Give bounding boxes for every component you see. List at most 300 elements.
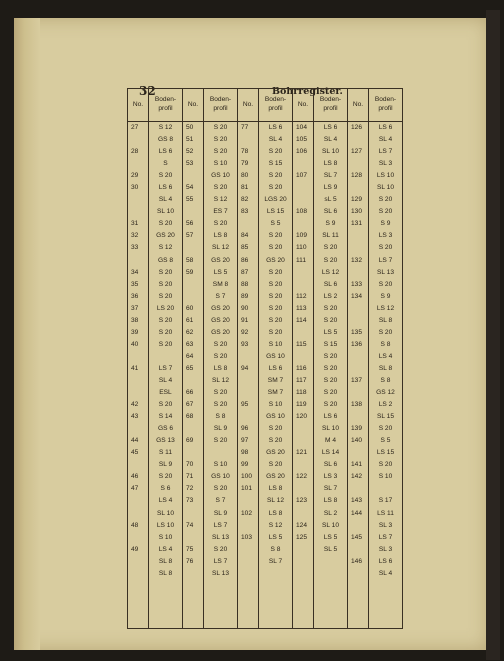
soil-profile: S 9 bbox=[380, 292, 391, 300]
soil-profile: LS 5 bbox=[268, 533, 283, 541]
soil-profile: GS 20 bbox=[156, 232, 175, 240]
borehole-number bbox=[293, 544, 313, 556]
soil-profile: S 9 bbox=[325, 220, 336, 228]
borehole-number bbox=[348, 363, 368, 375]
soil-profile: S 20 bbox=[323, 316, 338, 324]
borehole-number: 138 bbox=[351, 401, 363, 409]
borehole-number bbox=[348, 544, 368, 556]
borehole-number: 117 bbox=[296, 376, 307, 384]
soil-profile: SL 11 bbox=[322, 232, 339, 240]
borehole-number: 70 bbox=[186, 461, 194, 469]
soil-profile: SL 12 bbox=[267, 497, 284, 505]
borehole-number bbox=[293, 218, 313, 230]
borehole-number: 50 bbox=[186, 124, 194, 131]
borehole-number: 31 bbox=[131, 220, 139, 228]
borehole-number: 108 bbox=[296, 208, 308, 216]
soil-profile: S 20 bbox=[158, 340, 173, 348]
borehole-number: 139 bbox=[351, 425, 363, 433]
borehole-number: 79 bbox=[241, 160, 249, 168]
soil-profile: S 20 bbox=[378, 328, 393, 336]
borehole-number bbox=[128, 556, 148, 568]
borehole-number: 92 bbox=[241, 328, 249, 336]
borehole-number bbox=[293, 351, 313, 363]
borehole-number: 128 bbox=[351, 172, 363, 180]
profile-column bbox=[314, 122, 348, 629]
soil-profile: GS 10 bbox=[211, 473, 230, 481]
soil-profile: S bbox=[163, 160, 168, 168]
soil-profile: LS 7 bbox=[378, 148, 393, 156]
number-column bbox=[238, 122, 259, 629]
borehole-number: 144 bbox=[351, 509, 363, 517]
profile-column bbox=[204, 122, 238, 629]
borehole-number bbox=[128, 134, 148, 146]
borehole-number: 37 bbox=[131, 304, 139, 312]
soil-profile: SL 10 bbox=[322, 148, 339, 156]
soil-profile: S 20 bbox=[213, 485, 228, 493]
borehole-number: 32 bbox=[131, 232, 139, 240]
soil-profile: S 20 bbox=[268, 268, 283, 276]
soil-profile: LS 4 bbox=[158, 545, 173, 553]
soil-profile: S 20 bbox=[268, 328, 283, 336]
page-edge bbox=[486, 10, 500, 660]
soil-profile: S 20 bbox=[323, 401, 338, 409]
borehole-number bbox=[183, 170, 203, 182]
soil-profile: LS 6 bbox=[378, 557, 393, 565]
soil-profile: LS 15 bbox=[266, 208, 285, 216]
soil-profile: SL 4 bbox=[268, 136, 283, 144]
soil-profile: SL 10 bbox=[157, 208, 174, 216]
borehole-number bbox=[128, 495, 148, 507]
borehole-number: 34 bbox=[131, 268, 139, 276]
soil-profile: GS 20 bbox=[266, 449, 285, 457]
borehole-number: 111 bbox=[296, 256, 307, 264]
soil-profile: S 12 bbox=[158, 244, 173, 252]
borehole-number: 123 bbox=[296, 497, 308, 505]
borehole-number: 47 bbox=[131, 485, 139, 493]
borehole-number: 80 bbox=[241, 172, 249, 180]
soil-profile: S 12 bbox=[158, 124, 173, 131]
borehole-number: 86 bbox=[241, 256, 249, 264]
borehole-number: 140 bbox=[351, 437, 363, 445]
soil-profile: S 20 bbox=[323, 376, 338, 384]
borehole-number: 87 bbox=[241, 268, 249, 276]
soil-profile: S 20 bbox=[323, 304, 338, 312]
soil-profile: S 20 bbox=[158, 292, 173, 300]
borehole-number bbox=[293, 483, 313, 495]
borehole-number: 77 bbox=[241, 124, 249, 131]
soil-profile: LS 8 bbox=[213, 232, 228, 240]
borehole-number: 56 bbox=[186, 220, 194, 228]
borehole-number bbox=[293, 508, 313, 520]
borehole-number bbox=[183, 206, 203, 218]
borehole-number: 116 bbox=[296, 364, 307, 372]
soil-profile: S 20 bbox=[268, 461, 283, 469]
borehole-number bbox=[183, 508, 203, 520]
borehole-number: 115 bbox=[296, 340, 307, 348]
number-column bbox=[128, 122, 149, 629]
soil-profile: S 20 bbox=[158, 328, 173, 336]
borehole-number: 45 bbox=[131, 449, 139, 457]
borehole-number: 54 bbox=[186, 184, 194, 192]
borehole-number: 91 bbox=[241, 316, 249, 324]
soil-profile: S 20 bbox=[323, 364, 338, 372]
borehole-number bbox=[128, 387, 148, 399]
borehole-number bbox=[293, 423, 313, 435]
borehole-number: 96 bbox=[241, 425, 249, 433]
soil-profile: S 20 bbox=[378, 425, 393, 433]
borehole-number: 124 bbox=[296, 521, 308, 529]
soil-profile: GS 10 bbox=[266, 413, 285, 421]
borehole-number: 28 bbox=[131, 148, 139, 156]
borehole-number bbox=[348, 230, 368, 242]
soil-profile: LS 6 bbox=[158, 148, 173, 156]
profile-column bbox=[259, 122, 293, 629]
soil-profile: S 20 bbox=[268, 280, 283, 288]
soil-profile: LS 8 bbox=[268, 509, 283, 517]
borehole-number: 85 bbox=[241, 244, 249, 252]
soil-profile: LS 7 bbox=[213, 521, 228, 529]
borehole-number bbox=[348, 568, 368, 580]
soil-profile: LS 14 bbox=[321, 449, 340, 457]
borehole-number: 61 bbox=[186, 316, 194, 324]
binding-gutter bbox=[14, 18, 40, 650]
soil-profile: S 20 bbox=[213, 136, 228, 144]
borehole-number bbox=[293, 435, 313, 447]
borehole-number bbox=[348, 447, 368, 459]
soil-profile: S 6 bbox=[160, 485, 171, 493]
borehole-number: 69 bbox=[186, 437, 194, 445]
borehole-number: 48 bbox=[131, 521, 139, 529]
borehole-number bbox=[293, 194, 313, 206]
borehole-number bbox=[128, 206, 148, 218]
soil-profile: S 15 bbox=[268, 160, 283, 168]
soil-profile: LS 6 bbox=[158, 184, 173, 192]
borehole-number: 131 bbox=[351, 220, 363, 228]
soil-profile: LS 6 bbox=[378, 124, 393, 131]
header-no: No. bbox=[238, 89, 259, 122]
soil-profile: SL 12 bbox=[212, 376, 229, 384]
soil-profile: LS 11 bbox=[377, 509, 394, 517]
soil-profile: LS 4 bbox=[378, 352, 393, 360]
borehole-number bbox=[348, 411, 368, 423]
soil-profile: S 20 bbox=[378, 208, 393, 216]
borehole-number bbox=[238, 351, 258, 363]
soil-profile: S 10 bbox=[158, 533, 173, 541]
soil-profile: LS 7 bbox=[213, 557, 228, 565]
header-no: No. bbox=[293, 89, 314, 122]
soil-profile: S 20 bbox=[213, 340, 228, 348]
soil-profile: SL 10 bbox=[322, 425, 339, 433]
soil-profile: S 9 bbox=[380, 220, 391, 228]
borehole-number: 29 bbox=[131, 172, 139, 180]
borehole-number: 104 bbox=[296, 124, 308, 131]
borehole-number: 42 bbox=[131, 401, 139, 409]
soil-profile bbox=[369, 483, 402, 495]
soil-profile: SL 13 bbox=[212, 533, 229, 541]
soil-profile: SL 4 bbox=[158, 376, 173, 384]
soil-profile: S 8 bbox=[380, 376, 391, 384]
borehole-number: 59 bbox=[186, 268, 194, 276]
header-profile: Boden- profil bbox=[369, 89, 403, 122]
soil-profile bbox=[204, 447, 237, 459]
borehole-number bbox=[293, 459, 313, 471]
soil-profile: SL 4 bbox=[378, 136, 393, 144]
borehole-number: 135 bbox=[351, 328, 363, 336]
borehole-number bbox=[293, 279, 313, 291]
borehole-number: 39 bbox=[131, 328, 139, 336]
soil-profile: SL 12 bbox=[212, 244, 229, 252]
borehole-number: 106 bbox=[296, 148, 308, 156]
soil-profile: GS 20 bbox=[211, 256, 230, 264]
soil-profile: LS 3 bbox=[378, 232, 393, 240]
soil-profile: S 20 bbox=[268, 232, 283, 240]
soil-profile: LS 8 bbox=[323, 497, 338, 505]
borehole-number bbox=[128, 423, 148, 435]
borehole-number bbox=[183, 568, 203, 580]
soil-profile: S 20 bbox=[268, 316, 283, 324]
soil-profile: SL 5 bbox=[323, 545, 338, 553]
borehole-number: 114 bbox=[296, 316, 307, 324]
soil-profile: SL 9 bbox=[213, 509, 228, 517]
soil-profile: SM 7 bbox=[267, 376, 284, 384]
borehole-number: 146 bbox=[351, 557, 363, 565]
soil-profile: GS 10 bbox=[266, 352, 285, 360]
soil-profile bbox=[149, 351, 182, 363]
borehole-number: 33 bbox=[131, 244, 139, 252]
soil-profile: S 20 bbox=[213, 437, 228, 445]
soil-profile: SL 7 bbox=[323, 172, 338, 180]
soil-profile: ES 7 bbox=[213, 208, 228, 216]
borehole-number: 51 bbox=[186, 136, 194, 144]
soil-profile: S 20 bbox=[213, 220, 228, 228]
borehole-number: 82 bbox=[241, 196, 249, 204]
borehole-number: 71 bbox=[186, 473, 194, 481]
soil-profile: S 7 bbox=[215, 497, 226, 505]
borehole-number bbox=[293, 327, 313, 339]
soil-profile: S 10 bbox=[378, 473, 393, 481]
borehole-number: 142 bbox=[351, 473, 363, 481]
soil-profile: S 20 bbox=[213, 124, 228, 131]
number-column bbox=[183, 122, 204, 629]
soil-profile: SL 7 bbox=[268, 557, 283, 565]
borehole-number bbox=[128, 568, 148, 580]
soil-profile: S 5 bbox=[270, 220, 281, 228]
borehole-number: 122 bbox=[296, 473, 308, 481]
soil-profile: SL 4 bbox=[378, 569, 393, 577]
soil-profile: SL 8 bbox=[378, 316, 393, 324]
borehole-number bbox=[183, 279, 203, 291]
borehole-number bbox=[128, 255, 148, 267]
borehole-number bbox=[238, 375, 258, 387]
soil-profile: LS 6 bbox=[268, 364, 283, 372]
borehole-number bbox=[348, 182, 368, 194]
soil-profile: S 20 bbox=[268, 292, 283, 300]
borehole-number bbox=[348, 315, 368, 327]
borehole-number: 102 bbox=[241, 509, 253, 517]
borehole-number bbox=[238, 495, 258, 507]
borehole-number bbox=[128, 351, 148, 363]
borehole-number bbox=[348, 387, 368, 399]
soil-profile: S 20 bbox=[158, 316, 173, 324]
soil-profile: GS 20 bbox=[266, 256, 285, 264]
borehole-number: 43 bbox=[131, 413, 139, 421]
soil-profile: LS 5 bbox=[213, 268, 228, 276]
borehole-number bbox=[183, 242, 203, 254]
borehole-number: 132 bbox=[351, 256, 363, 264]
soil-profile: LS 7 bbox=[158, 364, 173, 372]
soil-profile: SL 6 bbox=[323, 461, 338, 469]
header-profile: Boden- profil bbox=[259, 89, 293, 122]
borehole-number: 100 bbox=[241, 473, 253, 481]
number-column bbox=[293, 122, 314, 629]
soil-profile: GS 12 bbox=[376, 389, 395, 397]
soil-profile: LS 5 bbox=[323, 533, 338, 541]
borehole-number bbox=[348, 267, 368, 279]
borehole-number bbox=[348, 303, 368, 315]
borehole-number: 103 bbox=[241, 533, 253, 541]
soil-profile: M 4 bbox=[325, 437, 336, 445]
soil-profile: S 14 bbox=[158, 413, 173, 421]
soil-profile: SL 13 bbox=[212, 569, 229, 577]
borehole-number: 130 bbox=[351, 208, 363, 216]
profile-column bbox=[149, 122, 183, 629]
soil-profile: S 12 bbox=[268, 521, 283, 529]
header-profile: Boden- profil bbox=[314, 89, 348, 122]
soil-profile: SL 3 bbox=[378, 545, 393, 553]
borehole-number: 66 bbox=[186, 389, 194, 397]
borehole-number: 75 bbox=[186, 545, 194, 553]
borehole-number: 126 bbox=[351, 124, 363, 131]
borehole-number bbox=[238, 387, 258, 399]
soil-profile: S 20 bbox=[268, 244, 283, 252]
soil-profile: SL 6 bbox=[323, 280, 338, 288]
borehole-number: 57 bbox=[186, 232, 194, 240]
profile-column bbox=[369, 122, 403, 629]
soil-profile: sL 5 bbox=[324, 196, 337, 204]
soil-profile: S 20 bbox=[158, 172, 173, 180]
soil-profile: LS 8 bbox=[323, 160, 338, 168]
soil-profile: S 20 bbox=[213, 148, 228, 156]
soil-profile: LS 3 bbox=[323, 473, 338, 481]
soil-profile: S 10 bbox=[268, 340, 283, 348]
borehole-number: 137 bbox=[351, 376, 363, 384]
soil-profile: LS 7 bbox=[378, 256, 393, 264]
borehole-number: 55 bbox=[186, 196, 194, 204]
soil-profile: S 20 bbox=[213, 389, 228, 397]
soil-profile: GS 6 bbox=[157, 425, 174, 433]
borehole-number: 73 bbox=[186, 497, 194, 505]
borehole-register-table bbox=[127, 88, 403, 629]
borehole-number: 119 bbox=[296, 401, 307, 409]
borehole-number bbox=[348, 134, 368, 146]
soil-profile: SL 8 bbox=[158, 557, 173, 565]
borehole-number: 36 bbox=[131, 292, 139, 300]
borehole-number: 84 bbox=[241, 232, 249, 240]
borehole-number bbox=[183, 423, 203, 435]
borehole-number: 133 bbox=[351, 280, 363, 288]
soil-profile: SL 2 bbox=[323, 509, 338, 517]
borehole-number: 105 bbox=[296, 136, 308, 144]
borehole-number bbox=[183, 291, 203, 303]
borehole-number: 101 bbox=[241, 485, 253, 493]
number-column bbox=[348, 122, 369, 629]
borehole-number: 35 bbox=[131, 280, 139, 288]
borehole-number: 44 bbox=[131, 437, 139, 445]
borehole-number: 78 bbox=[241, 148, 249, 156]
soil-profile: S 8 bbox=[270, 545, 281, 553]
borehole-number bbox=[348, 351, 368, 363]
soil-profile: SL 4 bbox=[323, 136, 338, 144]
soil-profile: GS 20 bbox=[211, 304, 230, 312]
borehole-number: 46 bbox=[131, 473, 139, 481]
borehole-number: 99 bbox=[241, 461, 249, 469]
borehole-number: 113 bbox=[296, 304, 307, 312]
header-profile: Boden- profil bbox=[204, 89, 238, 122]
soil-profile: LGS 20 bbox=[264, 196, 287, 204]
soil-profile: SL 10 bbox=[157, 509, 174, 517]
soil-profile: SM 7 bbox=[267, 389, 284, 397]
soil-profile: S 20 bbox=[378, 461, 393, 469]
soil-profile: GS 8 bbox=[157, 256, 174, 264]
soil-profile: LS 5 bbox=[323, 328, 338, 336]
borehole-number: 90 bbox=[241, 304, 249, 312]
soil-profile: GS 13 bbox=[156, 437, 175, 445]
borehole-number: 41 bbox=[131, 364, 139, 372]
soil-profile: S 20 bbox=[158, 268, 173, 276]
borehole-number bbox=[238, 218, 258, 230]
borehole-number: 129 bbox=[351, 196, 363, 204]
soil-profile: GS 20 bbox=[266, 473, 285, 481]
borehole-number bbox=[348, 483, 368, 495]
soil-profile: LS 12 bbox=[321, 268, 340, 276]
soil-profile: S 12 bbox=[213, 196, 228, 204]
running-head: Bohrregister. bbox=[272, 86, 343, 97]
soil-profile: S 5 bbox=[380, 437, 391, 445]
soil-profile: LS 4 bbox=[158, 497, 173, 505]
soil-profile: S 20 bbox=[158, 473, 173, 481]
soil-profile: S 20 bbox=[323, 256, 338, 264]
borehole-number bbox=[128, 375, 148, 387]
soil-profile: S 20 bbox=[323, 244, 338, 252]
borehole-number: 112 bbox=[296, 292, 307, 300]
borehole-number bbox=[238, 134, 258, 146]
borehole-number: 145 bbox=[351, 533, 363, 541]
soil-profile: SL 10 bbox=[377, 184, 394, 192]
soil-profile: LS 12 bbox=[376, 304, 395, 312]
borehole-number: 58 bbox=[186, 256, 194, 264]
soil-profile: S 20 bbox=[268, 304, 283, 312]
borehole-number bbox=[293, 182, 313, 194]
soil-profile: LS 8 bbox=[213, 364, 228, 372]
borehole-number: 60 bbox=[186, 304, 194, 312]
soil-profile: SL 13 bbox=[377, 268, 394, 276]
soil-profile: S 10 bbox=[268, 401, 283, 409]
header-no: No. bbox=[183, 89, 204, 122]
soil-profile: LS 6 bbox=[323, 413, 338, 421]
soil-profile: S 20 bbox=[378, 196, 393, 204]
borehole-number bbox=[238, 544, 258, 556]
borehole-number bbox=[238, 411, 258, 423]
soil-profile: S 20 bbox=[268, 437, 283, 445]
borehole-number: 81 bbox=[241, 184, 249, 192]
soil-profile: LS 2 bbox=[378, 401, 393, 409]
table-header-row bbox=[128, 89, 403, 122]
borehole-number: 27 bbox=[131, 124, 139, 131]
borehole-number bbox=[128, 459, 148, 471]
borehole-number bbox=[348, 520, 368, 532]
borehole-number: 120 bbox=[296, 413, 308, 421]
soil-profile: LS 15 bbox=[376, 449, 395, 457]
